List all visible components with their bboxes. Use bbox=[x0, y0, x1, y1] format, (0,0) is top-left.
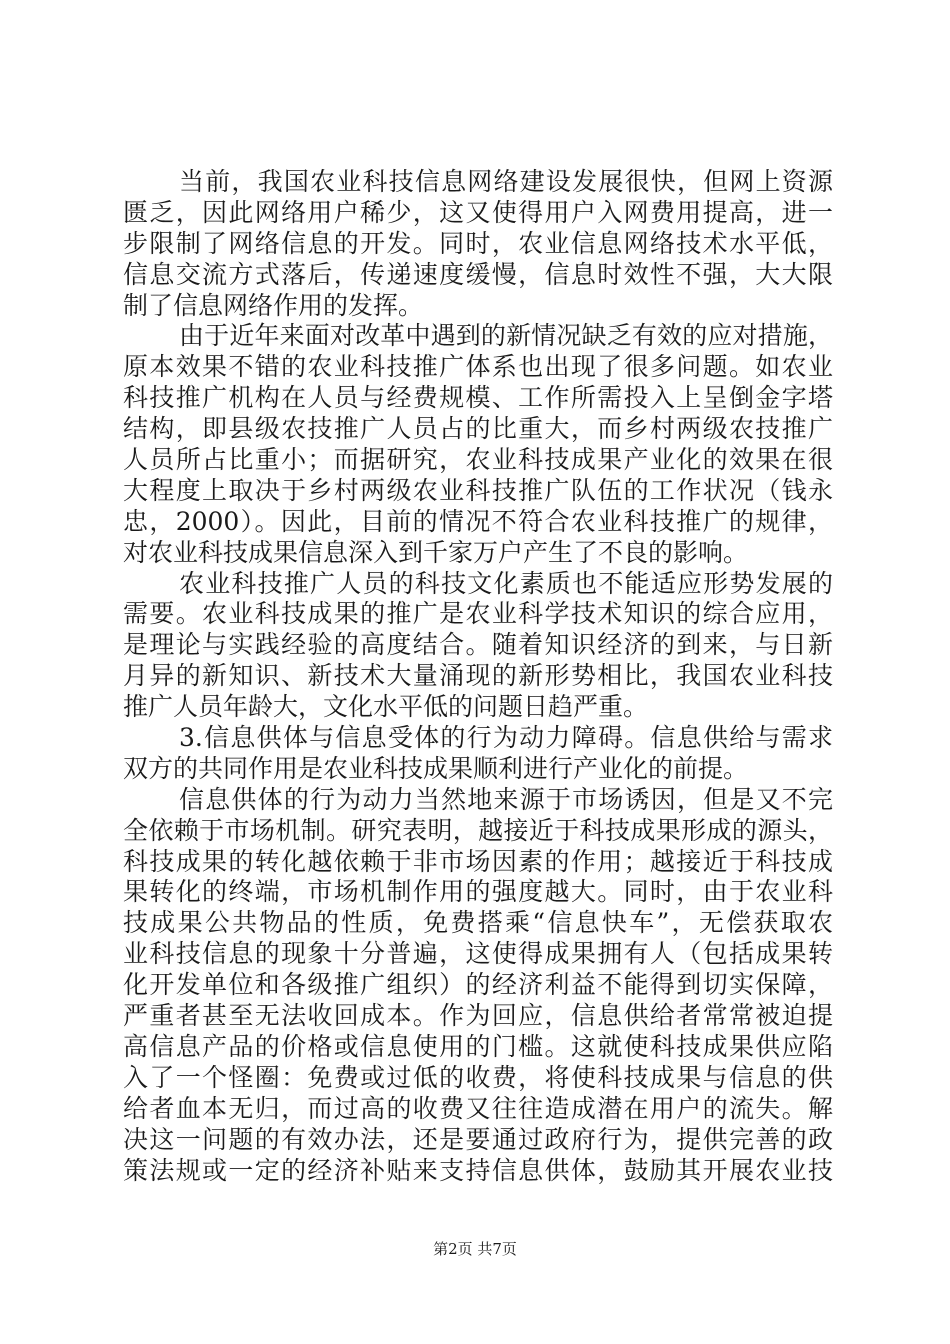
text-line: 化开发单位和各级推广组织）的经济利益不能得到切实保障， bbox=[123, 970, 833, 1000]
text-line: 人员所占比重小；而据研究，农业科技成果产业化的效果在很 bbox=[123, 445, 833, 475]
text-line: 原本效果不错的农业科技推广体系也出现了很多问题。如农业 bbox=[123, 352, 833, 382]
body-text bbox=[123, 167, 833, 1186]
page-footer: 第2页 共7页 bbox=[433, 1240, 517, 1258]
text-line: 决这一问题的有效办法，还是要通过政府行为，提供完善的政 bbox=[123, 1124, 833, 1154]
text-line: 双方的共同作用是农业科技成果顺利进行产业化的前提。 bbox=[123, 753, 749, 783]
text-line: 信息供体的行为动力当然地来源于市场诱因，但是又不完 bbox=[179, 784, 833, 814]
text-line: 科技推广机构在人员与经费规模、工作所需投入上呈倒金字塔 bbox=[123, 383, 833, 413]
text-line: 3.信息供体与信息受体的行为动力障碍。信息供给与需求 bbox=[179, 723, 833, 753]
text-line: 大程度上取决于乡村两级农业科技推广队伍的工作状况（钱永 bbox=[123, 475, 833, 505]
text-line: 策法规或一定的经济补贴来支持信息供体，鼓励其开展农业技 bbox=[123, 1155, 833, 1185]
text-line: 匮乏，因此网络用户稀少，这又使得用户入网费用提高，进一 bbox=[123, 197, 833, 227]
text-line: 全依赖于市场机制。研究表明，越接近于科技成果形成的源头， bbox=[123, 815, 833, 845]
text-line: 农业科技推广人员的科技文化素质也不能适应形势发展的 bbox=[179, 568, 833, 598]
text-line: 结构，即县级农技推广人员占的比重大，而乡村两级农技推广 bbox=[123, 414, 833, 444]
text-line: 制了信息网络作用的发挥。 bbox=[123, 290, 424, 320]
text-line: 科技成果的转化越依赖于非市场因素的作用；越接近于科技成 bbox=[123, 846, 833, 876]
text-line: 忠，2000）。因此，目前的情况不符合农业科技推广的规律， bbox=[123, 506, 833, 536]
text-line: 严重者甚至无法收回成本。作为回应，信息供给者常常被迫提 bbox=[123, 1001, 833, 1031]
text-line: 信息交流方式落后，传递速度缓慢，信息时效性不强，大大限 bbox=[123, 259, 833, 289]
text-line: 果转化的终端，市场机制作用的强度越大。同时，由于农业科 bbox=[123, 877, 833, 907]
text-line: 月异的新知识、新技术大量涌现的新形势相比，我国农业科技 bbox=[123, 661, 833, 691]
text-line: 由于近年来面对改革中遇到的新情况缺乏有效的应对措施， bbox=[179, 321, 833, 351]
text-line: 步限制了网络信息的开发。同时，农业信息网络技术水平低， bbox=[123, 228, 833, 258]
text-line: 高信息产品的价格或信息使用的门槛。这就使科技成果供应陷 bbox=[123, 1031, 833, 1061]
text-line: 推广人员年龄大，文化水平低的问题日趋严重。 bbox=[123, 692, 649, 722]
text-line: 业科技信息的现象十分普遍，这使得成果拥有人（包括成果转 bbox=[123, 939, 833, 969]
text-line: 给者血本无归，而过高的收费又往往造成潜在用户的流失。解 bbox=[123, 1093, 833, 1123]
text-line: 需要。农业科技成果的推广是农业科学技术知识的综合应用， bbox=[123, 599, 833, 629]
text-line: 对农业科技成果信息深入到千家万户产生了不良的影响。 bbox=[123, 537, 749, 567]
text-line: 技成果公共物品的性质，免费搭乘“信息快车”，无偿获取农 bbox=[123, 908, 833, 938]
text-line: 是理论与实践经验的高度结合。随着知识经济的到来，与日新 bbox=[123, 630, 833, 660]
text-line: 入了一个怪圈：免费或过低的收费，将使科技成果与信息的供 bbox=[123, 1062, 833, 1092]
text-line: 当前，我国农业科技信息网络建设发展很快，但网上资源 bbox=[179, 167, 833, 196]
